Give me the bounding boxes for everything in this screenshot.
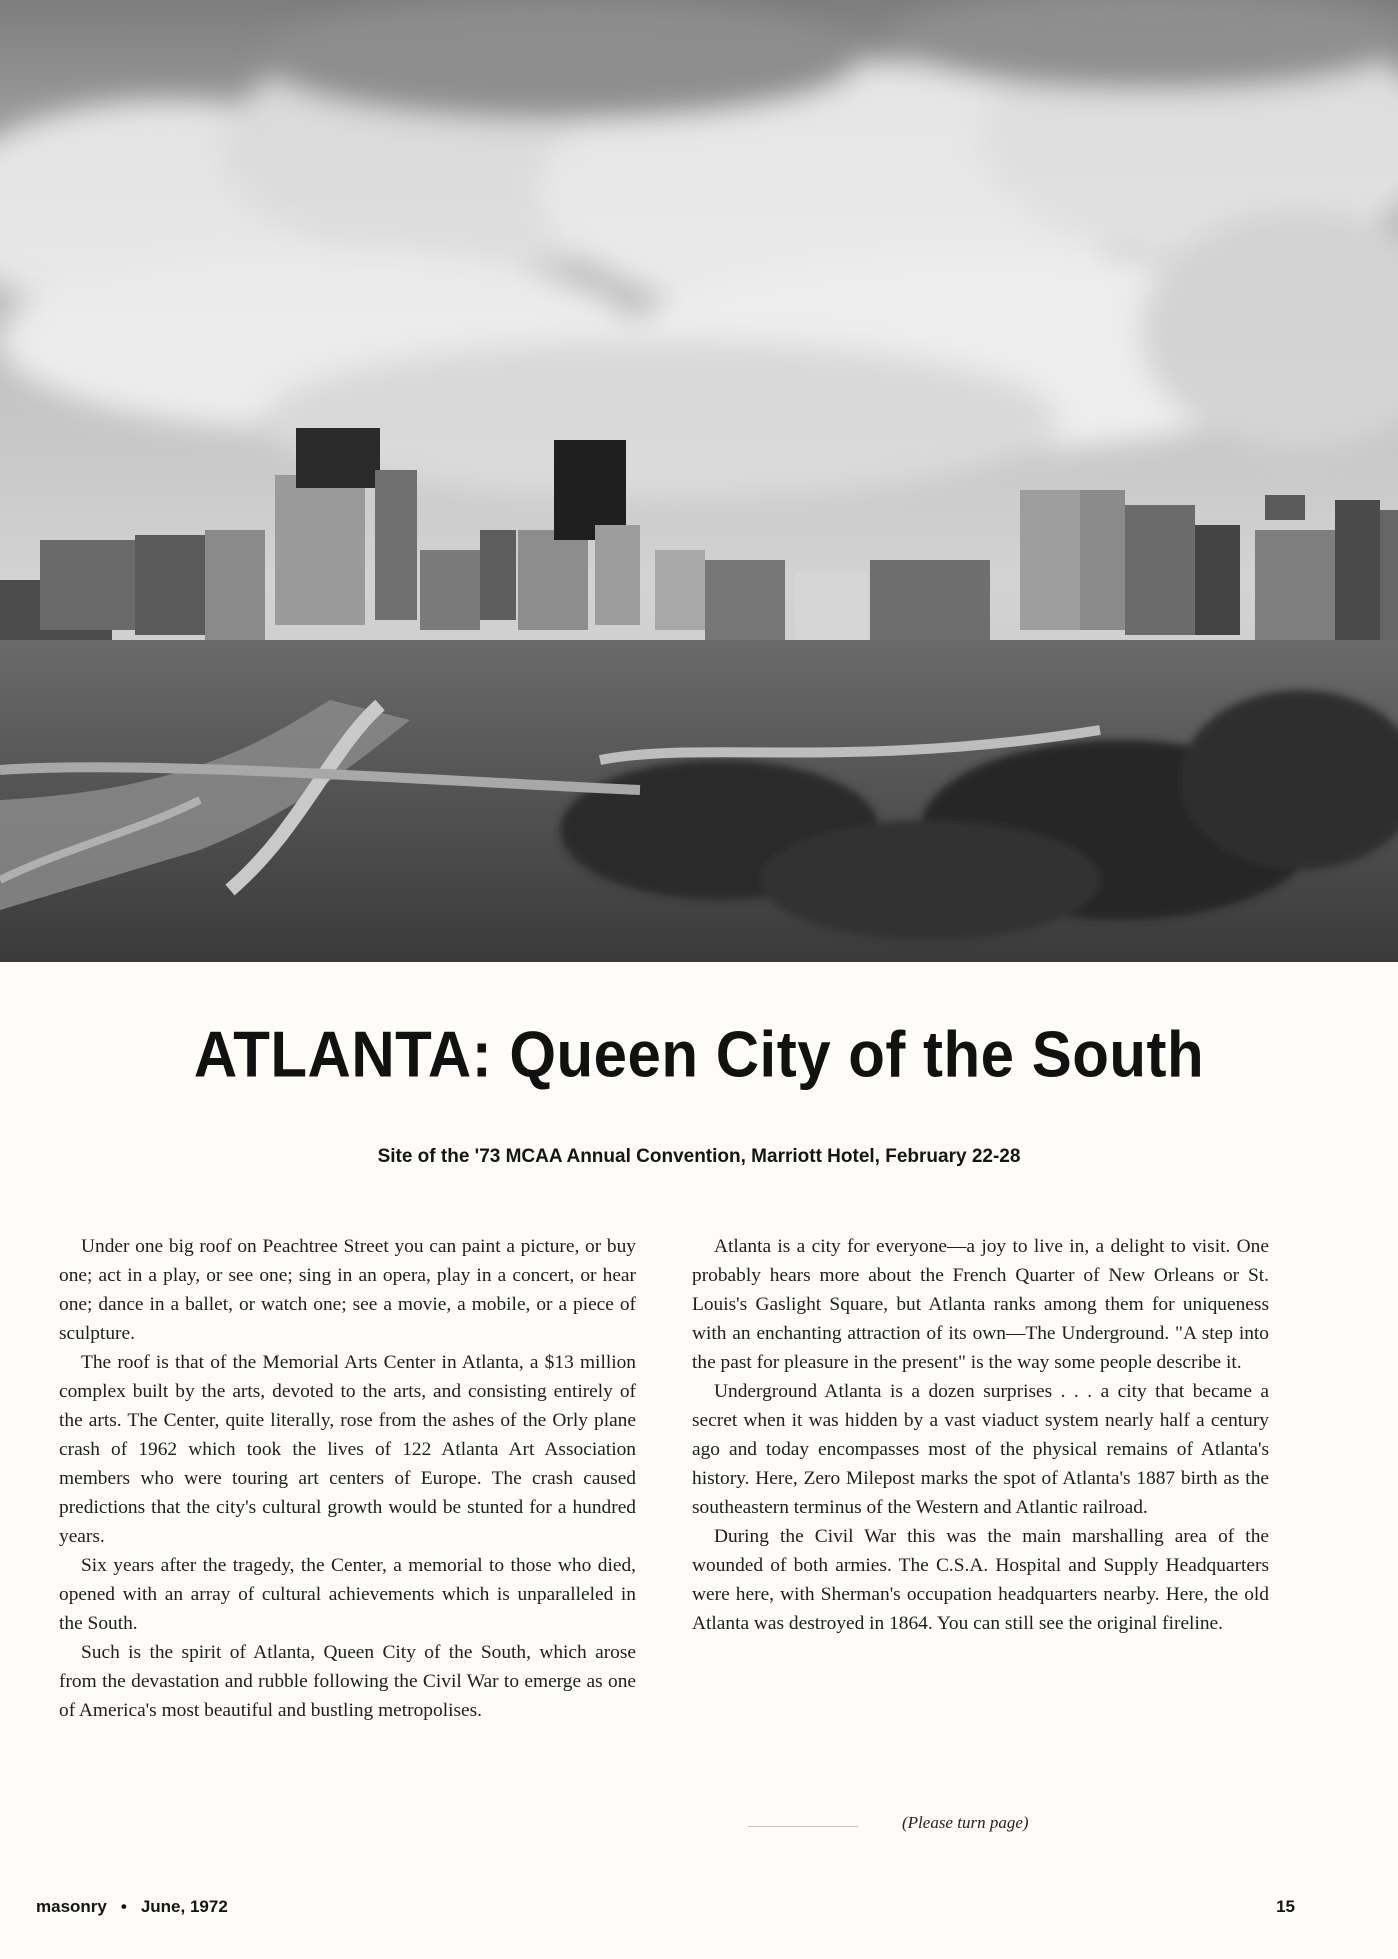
page-number: 15 bbox=[1276, 1897, 1295, 1916]
continued-note: (Please turn page) bbox=[902, 1813, 1029, 1832]
footer-publication bbox=[36, 1897, 228, 1917]
divider bbox=[748, 1826, 858, 1827]
paragraph: Underground Atlanta is a dozen surprises . . . a city that became a secret when it was hidden by a vast viaduct system nearly half a century ago and today encompasses most of the physical remains of Atlanta's history. Here, Zero Milepost marks the spot of Atlanta's 1887 birth as the southeastern terminus of the Western and Atlantic railroad. bbox=[692, 1381, 1269, 1518]
paragraph: During the Civil War this was the main marshalling area of the wounded of both armies. The C.S.A. Hospital and Supply Headquarters were here, with Sherman's occupation headquarters nearby. Here, the old Atlanta was destroyed in 1864. You can still see the original fireline. bbox=[692, 1526, 1269, 1634]
paragraph: The roof is that of the Memorial Arts Center in Atlanta, a $13 million complex built by the arts, devoted to the arts, and consisting entirely of the arts. The Center, quite literally, rose from the ashes of the Orly plane crash of 1962 which took the lives of 122 Atlanta Art Association members who were touring art centers of Europe. The crash caused predictions that the city's cultural growth would be stunted for a hundred years. bbox=[59, 1352, 636, 1547]
article-right-column bbox=[692, 1232, 1269, 1638]
page-title: ATLANTA: Queen City of the South bbox=[193, 1018, 1205, 1091]
magazine-name: masonry bbox=[36, 1897, 107, 1916]
paragraph: Atlanta is a city for everyone—a joy to live in, a delight to visit. One probably hears more about the French Quarter of New Orleans or St. Louis's Gaslight Square, but Atlanta ranks among them for uniqueness with an enchanting attraction of its own—The Underground. "A step into the past for pleasure in the present" is the way some people describe it. bbox=[692, 1236, 1269, 1373]
subtitle: Site of the '73 MCAA Annual Convention, Marriott Hotel, February 22-28 bbox=[377, 1146, 1021, 1167]
paragraph: Such is the spirit of Atlanta, Queen City of the South, which arose from the devastation and rubble following the Civil War to emerge as one of America's most beautiful and bustling metropolises. bbox=[59, 1642, 636, 1721]
paragraph: Under one big roof on Peachtree Street you can paint a picture, or buy one; act in a play, or see one; sing in an opera, play in a concert, or hear one; dance in a ballet, or watch one; see a movie, a mobile, or a piece of sculpture. bbox=[59, 1236, 636, 1344]
issue-date: June, 1972 bbox=[140, 1897, 228, 1916]
bullet-separator: • bbox=[120, 1897, 127, 1916]
skyline-photo bbox=[0, 0, 1398, 962]
paragraph: Six years after the tragedy, the Center, a memorial to those who died, opened with an array of cultural achievements which is unparalleled in the South. bbox=[59, 1555, 636, 1634]
article-left-column bbox=[59, 1232, 636, 1725]
